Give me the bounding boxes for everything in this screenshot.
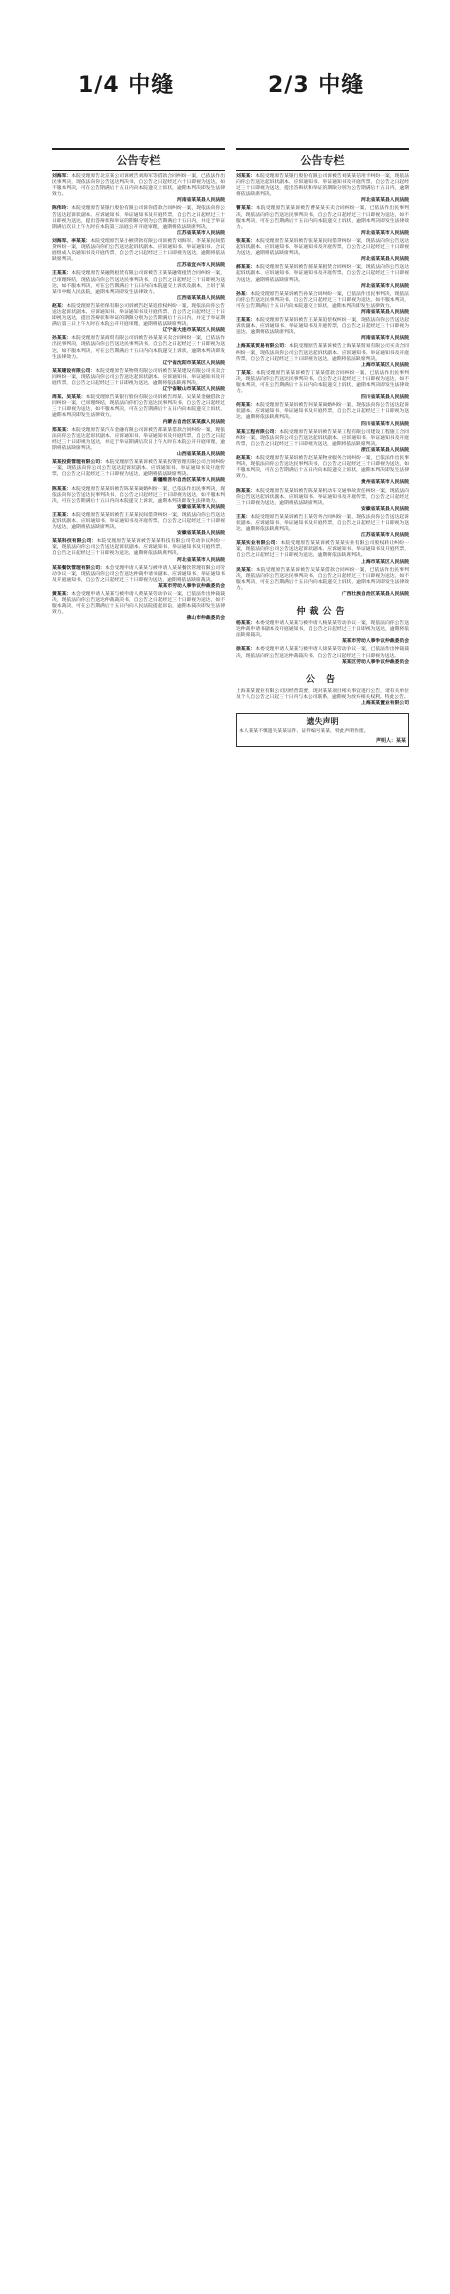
notice-body: 本院受理原告某银行股份有限公司诉你借款合同纠纷一案，现依法向你公告送达起诉状副本、应诉通知书、举证通知书及开庭传票，自公告之日起经过三十日即视为送达，提出答辩状和举证的期限分别为公告期满后十五日内，并定于举证期满后次日上午九时在本院第三法庭公开开庭审理，逾期将依法缺席判决。 — [52, 206, 225, 230]
notice-addressee: 吴某某： — [236, 567, 256, 573]
notice-addressee: 王某某： — [236, 318, 256, 324]
notice-item — [52, 369, 225, 393]
notice-body: 本院受理原告某某诉被告某某实业有限公司股权转让纠纷一案，现依法向你公司公告送达起诉状副本、应诉通知书、举证通知书及开庭传票，自公告之日起经过三十日即视为送达，逾期将依法缺席判决。 — [236, 541, 409, 559]
notice-body: 本院受理原告某融资租赁有限公司诉被告王某某融资租赁合同纠纷一案，已审理终结，现依法向你公告送达民事判决书，自公告之日起经过三十日即视为送达，如不服本判决，可在公告期满后十五日内向本院递交上诉状及副本，上诉于某某市中级人民法院，逾期本判决即发生法律效力。 — [52, 271, 225, 295]
notice-item — [52, 206, 225, 236]
notice-item — [52, 428, 225, 458]
notice-item — [236, 292, 409, 316]
right-notice-column — [236, 148, 409, 2284]
loss-statement-title: 遗失声明 — [306, 717, 339, 727]
notice-issuer: 某某区劳动人事争议仲裁委员会 — [341, 659, 409, 665]
notice-body: 本院受理原告某某诉被告王某某民间借贷纠纷一案，现依法向你公告送达起诉状副本、应诉通知书、举证通知书及开庭传票，自公告之日起经过三十日即视为送达，逾期将依法缺席判决。 — [52, 512, 225, 531]
notice-issuer: 河南省某某县人民法院 — [361, 309, 409, 315]
left-gutter-label: 1/4 中缝 — [78, 73, 175, 98]
notice-issuer: 四川省某某县人民法院 — [361, 395, 409, 401]
notice-addressee: 黄某某： — [52, 592, 72, 597]
notice-body: 本院受理原告某银行股份有限公司诉被告周某、吴某某金融借款合同纠纷一案，已审理终结，现依法向你们公告送达民事判决书，自公告之日起经过三十日即视为送达，如不服本判决，可在公告期满后十五日内向本院递交上诉状，逾期本判决即发生法律效力。 — [52, 395, 225, 419]
notice-addressee: 某某投资管理有限公司： — [52, 460, 105, 466]
notice-issuer: 辽宁省鞍山市某某区人民法院 — [162, 387, 225, 393]
notice-addressee: 上海某某贸易有限公司： — [236, 344, 289, 350]
notice-body: 本委受理申请人某某与被申请人徐某某劳动争议一案，已依法作出仲裁裁决，现依法向你公告送达仲裁裁决书，自公告之日起经过三十日即视为送达。 — [236, 647, 409, 659]
notice-item — [236, 239, 409, 263]
loss-statement-box — [236, 713, 409, 747]
notice-body: 本院受理原告某某诉被告某某投资管理有限公司合同纠纷一案，现依法向你公司公告送达起诉状副本、应诉通知书、举证通知书及开庭传票，自公告之日起经过三十日即视为送达，逾期将依法缺席判决。 — [52, 460, 225, 478]
notice-body: 本院受理原告某某诉被告王某某追偿权纠纷一案，现依法向你公告送达起诉状副本、应诉通知书、举证通知书及开庭传票，自公告之日起经过三十日即视为送达，逾期将依法缺席判决。 — [236, 318, 409, 336]
notice-addressee: 张某某： — [236, 238, 256, 244]
notice-addressee: 刘海军、李某某： — [52, 238, 91, 244]
notice-addressee: 某某工程有限公司： — [236, 429, 280, 435]
notice-issuer: 江苏省宜兴市人民法院 — [177, 263, 225, 269]
notice-issuer: 河北省某某市人民法院 — [361, 283, 409, 289]
notice-body: 本院受理原告某银行股份有限公司诉被告刘某某信用卡纠纷一案，现依法向你公告送达起诉状副本、应诉通知书、举证通知书及开庭传票，自公告之日起经过三十日即视为送达，提出答辩状和举证的期限分别为公告期满后十五日内，逾期将依法缺席判决。 — [236, 174, 409, 198]
notice-addressee: 郑某某： — [52, 427, 72, 433]
notice-issuer: 河北省某某市人民法院 — [361, 230, 409, 236]
notice-issuer: 河北省某某县人民法院 — [361, 257, 409, 263]
notice-body: 本院受理原告某某诉被告吴某某借款合同纠纷一案，已依法作出民事判决，现依法向你公告送达民事判决书，自公告之日起经过三十日即视为送达，如不服本判决，可在公告期满后十五日内向本院递交上诉状，逾期本判决即发生法律效力。 — [236, 567, 409, 591]
notice-issuer: 浙江省某某县人民法院 — [361, 447, 409, 453]
notice-issuer: 江苏省某某市人民法院 — [361, 533, 409, 539]
notice-body: 本院受理原告某某诉被告陈某某机动车交通事故责任纠纷一案，现依法向你公告送达起诉状副本、应诉通知书、举证通知书及开庭传票，自公告之日起经过三十日即视为送达，逾期将依法缺席判决。 — [236, 488, 409, 506]
notice-addressee: 某某科技有限公司： — [52, 539, 97, 545]
notice-item — [236, 541, 409, 565]
notice-issuer: 河北省某某县人民法院 — [361, 198, 409, 204]
notice-body: 本委受理申请人某某与被申请人杨某某劳动争议一案，现依法向你公告送达仲裁申请书副本及开庭通知书，自公告之日起经过三十日即视为送达，逾期将依法缺席裁决。 — [236, 621, 409, 639]
notice-addressee: 王某： — [236, 514, 251, 520]
notice-issuer: 广西壮族自治区某某县人民法院 — [341, 592, 409, 597]
notice-body: 本院受理原告某某诉被告丁某某借款合同纠纷一案，已依法作出民事判决，现依法向你公告送达民事判决书，自公告之日起经过三十日即视为送达，如不服本判决，可在公告期满后十五日内向本院递交上诉状，逾期本判决即发生法律效力。 — [236, 370, 409, 395]
loss-statement-body: 本人某某不慎遗失某某证件，证件编号某某，特此声明作废。 — [239, 729, 369, 735]
public-notice-body: 上海某某置业有限公司因经营需要，现对某某项目相关事宜进行公告，请有关单位及个人自公告之日起三十日内与本公司联系，逾期视为放弃相关权利。特此公告。 — [236, 688, 409, 700]
notice-item — [52, 592, 225, 622]
left-notice-column — [52, 148, 225, 2284]
notice-issuer: 江苏省某某市人民法院 — [177, 230, 225, 236]
notice-item — [52, 271, 225, 301]
notice-item — [52, 460, 225, 484]
public-notice-issuer: 上海某某置业有限公司 — [361, 700, 409, 706]
notice-addressee: 丁某某： — [236, 370, 256, 376]
notice-body: 本院受理原告某商贸有限公司诉被告孙某某买卖合同纠纷一案，已依法作出民事判决，现依法向你公告送达民事判决书，自公告之日起经过三十日即视为送达，如不服本判决，可在公告期满后十五日内向本院递交上诉状，逾期本判决即发生法律效力。 — [52, 336, 225, 360]
notice-issuer: 河北省某某市人民法院 — [177, 557, 225, 563]
notice-issuer: 山西省某某县人民法院 — [177, 452, 225, 458]
notice-addressee: 赵某： — [52, 303, 67, 309]
notice-body: 本院受理原告某某诉被告上海某某贸易有限公司买卖合同纠纷一案，现依法向你公司公告送达起诉状副本、应诉通知书、举证通知书及开庭传票，自公告之日起经过三十日即视为送达，逾期将依法缺席判决。 — [236, 344, 409, 362]
notice-item — [52, 513, 225, 537]
notice-body: 本院受理原告某某诉被告王某劳务合同纠纷一案，现依法向你公告送达起诉状副本、应诉通知书、举证通知书及开庭传票，自公告之日起经过三十日即视为送达，逾期将依法缺席判决。 — [236, 514, 409, 533]
notice-issuer: 河南省某某市人民法院 — [361, 336, 409, 342]
notice-item — [236, 430, 409, 454]
notice-body: 本院受理原告某某诉被告陈某某离婚纠纷一案，已依法作出民事判决，现依法向你公告送达民事判决书，自公告之日起经过三十日即视为送达，如不服本判决，可在公告期满后十五日内向本院递交上诉状，逾期本判决即发生法律效力。 — [52, 486, 225, 504]
notice-addressee: 陈某某： — [236, 488, 256, 494]
notice-issuer: 新疆维吾尔自治区某某市人民法院 — [153, 478, 225, 484]
notice-addressee: 陈某某： — [52, 486, 72, 492]
notice-body: 本院受理原告某某诉被告张某某民间借贷纠纷一案，现依法向你公告送达起诉状副本、应诉通知书、举证通知书及开庭传票，自公告之日起经过三十日即视为送达，逾期将依法缺席判决。 — [236, 238, 409, 257]
public-notice — [236, 689, 409, 707]
right-notice-list — [236, 174, 409, 598]
notice-addressee: 孙某： — [236, 291, 251, 297]
notice-issuer: 佛山市仲裁委员会 — [186, 616, 225, 622]
notice-item — [52, 239, 225, 269]
notice-item — [236, 265, 409, 289]
notice-body: 本院受理原告某某诉被告何某某离婚纠纷一案，现依法向你公告送达起诉状副本、应诉通知书、举证通知书及开庭传票，自公告之日起经过三十日即视为送达，逾期将依法缺席判决。 — [236, 403, 409, 421]
notice-addressee: 陈伟玲： — [52, 206, 72, 212]
notice-addressee: 徐某某： — [236, 647, 256, 653]
notice-item — [236, 647, 409, 665]
notice-issuer: 某某市劳动人事争议仲裁委员会 — [341, 639, 409, 645]
notice-body: 本院受理原告某某诉被告孙某合同纠纷一案，已依法作出民事判决，现依法向你公告送达民事判决书，自公告之日起经过三十日即视为送达，如不服本判决，可在公告期满后十五日内向本院递交上诉状，逾期本判决即发生法律效力。 — [236, 291, 409, 309]
public-notice-heading: 公 告 — [305, 674, 340, 685]
notice-item — [236, 621, 409, 645]
notice-issuer: 安徽省某某县人民法院 — [177, 531, 225, 537]
notice-item — [52, 566, 225, 590]
notice-addressee: 周某、吴某某： — [52, 395, 86, 401]
page-header — [0, 0, 450, 100]
notice-item — [52, 395, 225, 425]
loss-statement-signature: 声明人：某某 — [375, 738, 406, 745]
notice-body: 本院受理原告某某诉被告赵某某物业服务合同纠纷一案，已依法作出民事判决，现依法向你公告送达民事判决书，自公告之日起经过三十日即视为送达，如不服本判决，可在公告期满后十五日内向本院递交上诉状，逾期本判决即发生法律效力。 — [236, 456, 409, 480]
notice-addressee: 刘海军： — [52, 174, 72, 179]
notice-issuer: 江西省某某县人民法院 — [177, 295, 225, 301]
notice-addressee: 刘某某： — [236, 174, 256, 179]
notice-body: 本院受理原告某小额贷款有限公司诉被告刘海军、李某某民间借贷纠纷一案，现依法向你们公告送达起诉状副本、应诉通知书、举证通知书、合议庭组成人员通知书及开庭传票，自公告之日起经过三十日即视为送达，逾期将依法缺席判决。 — [52, 238, 225, 263]
notice-issuer: 河南省某某县人民法院 — [177, 198, 225, 204]
right-gutter-label: 2/3 中缝 — [268, 73, 365, 98]
notice-item — [52, 336, 225, 366]
notice-body: 本院受理原告某某诉被告某某科技有限公司劳动争议纠纷一案，现依法向你公司公告送达起诉状副本、应诉通知书、举证通知书及开庭传票，自公告之日起经过三十日即视为送达，逾期将依法缺席判决。 — [52, 539, 225, 557]
notice-addressee: 某某建设有限公司： — [52, 368, 96, 374]
notice-addressee: 孙某某： — [52, 336, 72, 342]
notice-body: 本院受理原告某某诉被告某某工程有限公司建设工程施工合同纠纷一案，现依法向你公司公告送达起诉状副本、应诉通知书、举证通知书及开庭传票，自公告之日起经过三十日即视为送达，逾期将依法缺席判决。 — [236, 429, 409, 447]
notice-issuer: 内蒙古自治区某某旗人民法院 — [162, 419, 225, 425]
notice-issuer: 安徽省某某县人民法院 — [361, 506, 409, 512]
notice-body: 本院受理原告某某诉被告曹某某买卖合同纠纷一案，已依法作出民事判决，现依法向你公告送达民事判决书，自公告之日起经过三十日即视为送达，如不服本判决，可在公告期满后十五日内向本院递交上诉状，逾期本判决即发生法律效力。 — [236, 206, 409, 230]
notice-issuer: 安徽省某某市人民法院 — [177, 504, 225, 510]
left-notice-list — [52, 174, 225, 622]
notice-addressee: 杨某某： — [236, 621, 256, 627]
notice-addressee: 郝某某： — [236, 265, 256, 271]
notice-item — [236, 318, 409, 342]
left-column-title: 公告专栏 — [52, 148, 225, 171]
arbitration-heading: 仲裁公告 — [296, 607, 349, 618]
notice-body: 本院受理原告某物资有限公司诉被告某某建设有限公司买卖合同纠纷一案，现依法向你公司公告送达起诉状副本、应诉通知书、举证通知书及开庭传票，自公告之日起经过三十日即视为送达，逾期将依法缺席判决。 — [52, 368, 225, 386]
right-column-title: 公告专栏 — [236, 148, 409, 171]
notice-addressee: 曹某某： — [236, 206, 256, 212]
notice-item — [236, 515, 409, 539]
notice-item — [236, 371, 409, 401]
notice-addressee: 赵某某： — [236, 456, 256, 462]
notice-item — [236, 344, 409, 368]
notice-item — [52, 174, 225, 204]
notice-item — [236, 403, 409, 427]
notice-addressee: 某某实业有限公司： — [236, 541, 281, 547]
notice-body: 本院受理原告某某诉被告郝某某租赁合同纠纷一案，现依法向你公告送达起诉状副本、应诉通知书、举证通知书及开庭传票，自公告之日起经过三十日即视为送达，逾期将依法缺席判决。 — [236, 265, 409, 283]
notice-item — [236, 206, 409, 236]
notice-issuer: 上海市某某区人民法院 — [361, 362, 409, 368]
notice-body: 本会受理申请人某某与被申请人黄某某劳动争议一案，已依法作出仲裁裁决，现依法向你公告送达仲裁裁决书，自公告之日起经过三十日即视为送达，如不服本裁决，可在公告期满后十五日内向人民法院提起诉讼，逾期本裁决即发生法律效力。 — [52, 592, 225, 616]
notice-addressee: 何某某： — [236, 403, 256, 409]
notice-item — [52, 539, 225, 563]
notice-body: 本院受理原告某汽车金融有限公司诉被告郑某某借款合同纠纷一案，现依法向你公告送达起诉状副本、应诉通知书、举证通知书及开庭传票，自公告之日起经过三十日即视为送达，并定于举证期满后次日上午九时在本院公开开庭审理，逾期将依法缺席判决。 — [52, 427, 225, 451]
notice-issuer: 某某市劳动人事争议仲裁委员会 — [157, 583, 225, 589]
notice-body: 本院受理原告某担保有限公司诉被告赵某追偿权纠纷一案，现依法向你公告送达起诉状副本、应诉通知书、举证通知书及开庭传票，自公告之日起经过三十日即视为送达，提出答辩状和举证的期限分别为公告期满后十五日内，并定于举证期满后第三日上午九时在本院公开开庭审理，逾期将依法缺席判决。 — [52, 303, 225, 328]
notice-issuer: 辽宁省沈阳市某某区人民法院 — [162, 360, 225, 366]
notice-item — [236, 489, 409, 513]
notice-item — [236, 456, 409, 486]
notice-issuer: 贵州省某某市人民法院 — [361, 480, 409, 486]
notice-addressee: 某某餐饮管理有限公司： — [52, 565, 105, 571]
notice-item — [236, 174, 409, 204]
arbitration-notice-list — [236, 621, 409, 666]
notice-body: 本院受理原告北京某公司诉被告刘海军等借款合同纠纷一案，已依法作出民事判决，现依法向你公告送达判决书，自公告之日起经过六十日即视为送达。如不服本判决，可在公告期满后十五日内向本院递交上诉状，逾期本判决即发生法律效力。 — [52, 174, 225, 198]
notice-addressee: 王某某： — [52, 512, 72, 518]
notice-item — [52, 487, 225, 511]
notice-issuer: 四川省某某市人民法院 — [361, 421, 409, 427]
notice-item — [52, 304, 225, 334]
notice-issuer: 辽宁省大连市某某区人民法院 — [162, 328, 225, 334]
notice-item — [236, 568, 409, 598]
notice-body: 本会受理申请人某某与被申请人某某餐饮管理有限公司劳动争议一案，现依法向你公司公告送达仲裁申请书副本、应诉通知书、举证通知书及开庭通知书，自公告之日起经过三十日即视为送达，逾期将依法缺席裁决。 — [52, 565, 225, 583]
notice-issuer: 上海市某某区人民法院 — [361, 559, 409, 565]
notice-addressee: 王某某： — [52, 271, 72, 277]
